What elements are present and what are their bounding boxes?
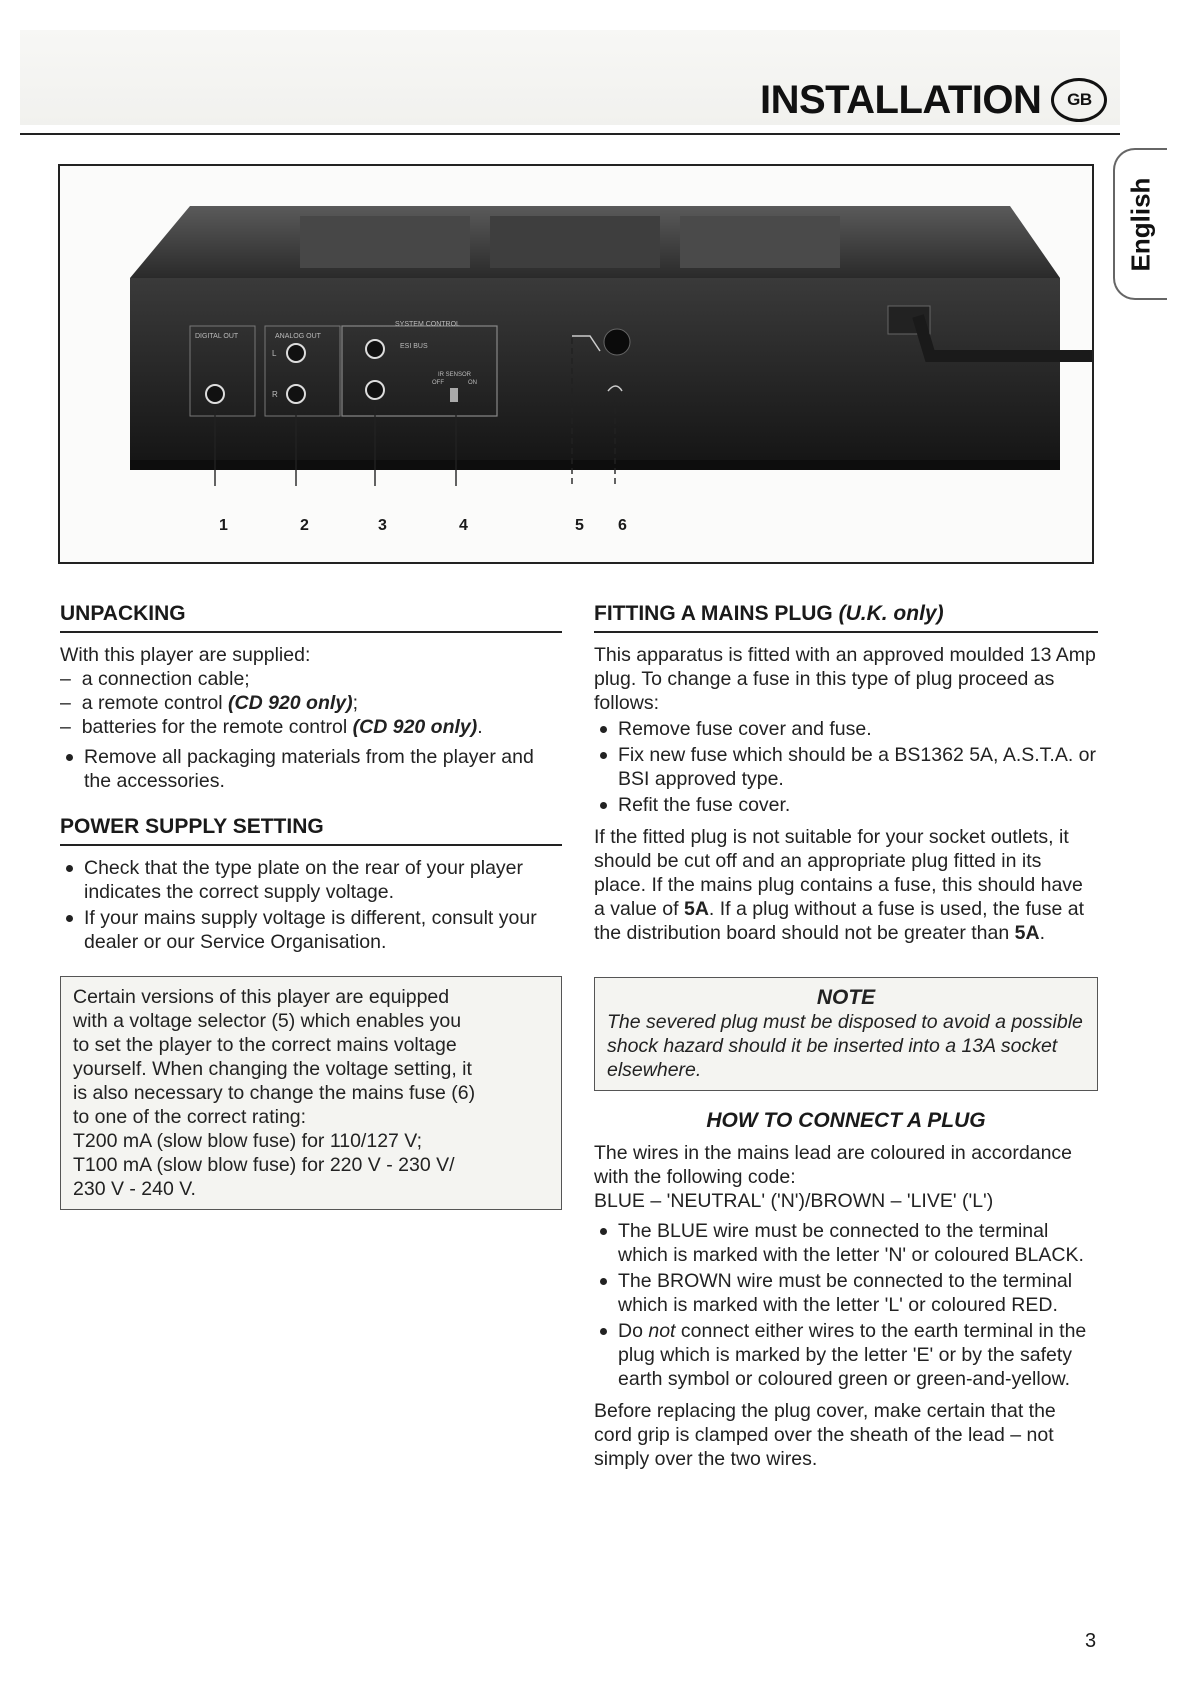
connect-bullet [594,1219,1098,1267]
mains-para-b: 5A [683,898,709,920]
digital-out-label: DIGITAL OUT [195,333,239,340]
esi-bus-label: ESI BUS [400,343,428,350]
voltage-box-line: to set the player to the correct mains voltage [73,1034,457,1056]
callout-1: 1 [219,517,228,534]
unpacking-item: – a connection cable; [60,668,250,690]
power-bullet: Check that the type plate on the rear of your player indicates the correct supply voltage. [60,856,562,904]
mains-plug-bullet: Fix new fuse which should be a BS1362 5A, A.S.T.A. or BSI approved type. [594,743,1098,791]
analog-out-r-socket [287,385,305,403]
unpacking-item-text: a connection cable; [81,668,250,690]
connect-bullet-tail: connect either wires to the earth terminal in the plug which is marked by the letter 'E' or by the safety earth symbol or coloured green or green-and-yellow. [618,1320,1087,1390]
mains-para-e: . [1039,922,1045,944]
mains-para-d: 5A [1014,922,1040,944]
page-title-text: INSTALLATION [760,77,1042,122]
connect-bullet [594,1319,1098,1391]
connect-plug-heading: HOW TO CONNECT A PLUG [706,1109,986,1132]
voltage-box-line: with a voltage selector (5) which enables you [73,1010,462,1032]
power-bullet: If your mains supply voltage is different, consult your dealer or our Service Organisation. [60,906,562,954]
voltage-box-line: T200 mA (slow blow fuse) for 110/127 V; [73,1130,423,1152]
mains-plug-body [594,643,1098,945]
voltage-box-line: yourself. When changing the voltage setting, it [73,1058,472,1080]
unpacking-item-text: a remote control [81,692,229,714]
unpacking-body [60,643,562,793]
connect-code: BLUE – 'NEUTRAL' ('N')/BROWN – 'LIVE' ('L') [594,1190,994,1212]
ir-on-label: ON [468,380,477,386]
right-column [594,602,1098,1471]
mains-para-c: . If a plug without a fuse is used, the fuse at the distribution board should not be greater than [594,898,1084,944]
system-control-socket-1 [366,340,384,358]
top-recess-2 [490,216,660,268]
system-control-label: SYSTEM CONTROL [395,321,460,328]
cabinet-base [130,460,1060,470]
mains-plug-bullets [594,717,1098,817]
cabinet-rear [130,278,1060,460]
connect-bullets [594,1219,1098,1391]
mains-plug-heading-text: FITTING A MAINS PLUG [594,602,839,625]
note-box [594,977,1098,1091]
unpacking-item: – batteries for the remote control (CD 920 only). [60,716,483,738]
callout-6: 6 [618,517,627,534]
callout-2: 2 [300,517,309,534]
mains-plug-heading-emph: (U.K. only) [838,602,944,625]
note-title: NOTE [816,986,876,1009]
unpacking-item-tail: . [477,716,483,738]
callout-5: 5 [575,517,584,534]
mains-para-a: If the fitted plug is not suitable for your socket outlets, it should be cut off and an appropriate plug fitted in its place. If the mains plug contains a fuse, this should have a value of [594,826,1083,920]
unpacking-item: – a remote control (CD 920 only); [60,692,359,714]
voltage-box-line: 230 V - 240 V. [73,1178,196,1200]
connect-bullet-text: The BLUE wire must be connected to the terminal which is marked with the letter 'N' or coloured BLACK. [618,1220,1084,1266]
top-recess-3 [680,216,840,268]
left-column [60,602,562,1210]
language-tab [1113,148,1167,300]
ir-sensor-switch [450,388,458,402]
mains-plug-intro: This apparatus is fitted with an approved moulded 13 Amp plug. To change a fuse in this type of plug proceed as follows: [594,644,1096,714]
system-control-socket-2 [366,381,384,399]
ir-off-label: OFF [432,380,444,386]
mains-plug-heading [594,602,1098,633]
unpacking-item-emph: (CD 920 only) [228,692,353,714]
top-recess-1 [300,216,470,268]
connect-final: Before replacing the plug cover, make certain that the cord grip is clamped over the sheath of the lead – not simply over the two wires. [594,1400,1056,1470]
voltage-box-line: T100 mA (slow blow fuse) for 220 V - 230 V/ [73,1154,455,1176]
digital-out-socket [206,385,224,403]
mains-plug-bullet: Refit the fuse cover. [594,793,1098,817]
connect-bullet-emph: not [648,1320,676,1342]
power-heading: POWER SUPPLY SETTING [60,815,562,846]
analog-out-l-socket [287,344,305,362]
unpacking-item-emph: (CD 920 only) [352,716,478,738]
connect-bullet-text: Do [618,1320,649,1342]
gb-badge: GB [1051,78,1107,122]
callout-4: 4 [459,517,468,534]
analog-l-label: L [272,349,277,358]
ir-sensor-label: IR SENSOR [438,372,472,378]
header-rule [20,133,1120,135]
note-text: The severed plug must be disposed to avoid a possible shock hazard should it be inserted into a 13A socket elsewhere. [607,1011,1083,1081]
page-number: 3 [1085,1630,1097,1652]
language-tab-label: English [1125,177,1156,271]
unpacking-heading: UNPACKING [60,602,562,633]
unpacking-intro: With this player are supplied: [60,644,311,666]
rear-panel-illustration [60,166,1092,562]
analog-r-label: R [272,390,278,399]
connect-bullet [594,1269,1098,1317]
connect-intro: The wires in the mains lead are coloured in accordance with the following code: [594,1142,1073,1188]
analog-out-label: ANALOG OUT [275,333,321,340]
voltage-box-line: is also necessary to change the mains fuse (6) [73,1082,476,1104]
unpacking-bullet: Remove all packaging materials from the player and the accessories. [60,745,562,793]
mains-plug-bullet: Remove fuse cover and fuse. [594,717,1098,741]
unpacking-bullets [60,745,562,793]
rear-panel-photo [58,164,1094,564]
voltage-box-line: to one of the correct rating: [73,1106,307,1128]
connect-plug-body [594,1141,1098,1471]
callout-3: 3 [378,517,387,534]
voltage-selector [604,329,630,355]
connect-bullet-text: The BROWN wire must be connected to the terminal which is marked with the letter 'L' or coloured RED. [618,1270,1073,1316]
power-bullets [60,856,562,954]
mains-plug-paragraph [594,825,1098,945]
voltage-box-line: Certain versions of this player are equipped [73,986,450,1008]
page-title [760,70,1107,130]
unpacking-item-text: batteries for the remote control [81,716,353,738]
unpacking-item-tail: ; [352,692,359,714]
voltage-info-box [60,976,562,1210]
